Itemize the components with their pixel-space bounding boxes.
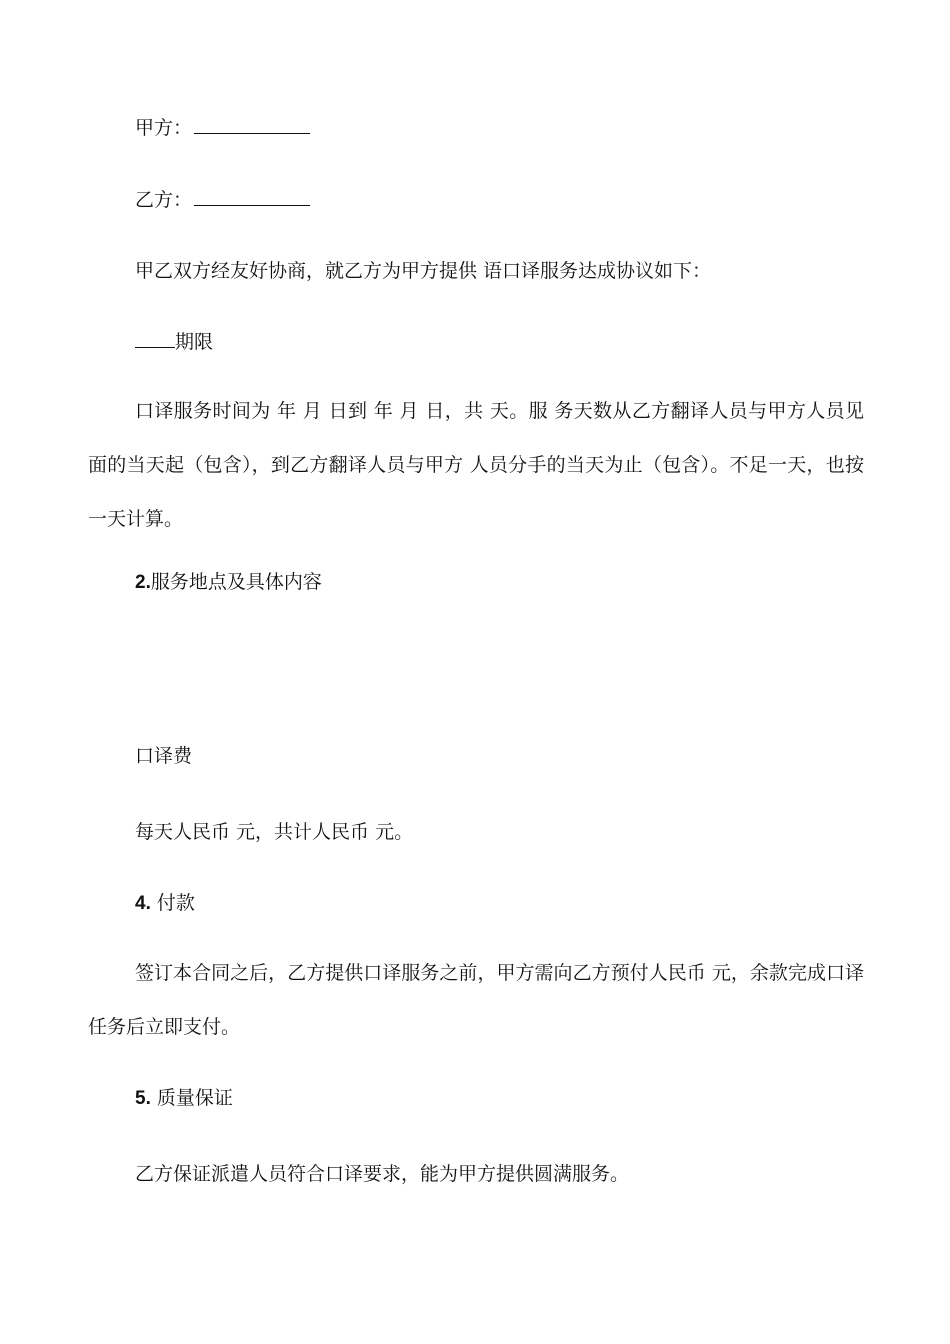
section1-heading-line: [135, 328, 213, 356]
section5-heading-line: [135, 1084, 233, 1113]
party-b-label: 乙方：: [135, 189, 193, 211]
party-b-blank: [194, 187, 310, 206]
section4-number: 4.: [135, 893, 151, 914]
party-b-line: [135, 186, 310, 214]
section2-heading: 服务地点及具体内容: [150, 571, 322, 593]
party-a-blank: [194, 115, 310, 134]
section2-number: 2.: [135, 572, 151, 593]
section5-number: 5.: [135, 1088, 151, 1109]
section3-heading: 口译费: [135, 745, 193, 767]
section5-heading: 质量保证: [150, 1087, 233, 1109]
section1-heading: 期限: [175, 331, 214, 353]
payment-paragraph: 签订本合同之后，乙方提供口译服务之前，甲方需向乙方预付人民币 元，余款完成口译任务后立即支付。: [88, 962, 864, 1038]
section4-heading: 付款: [150, 892, 195, 914]
section2-heading-line: [135, 568, 322, 597]
section1-number-blank: [135, 329, 175, 348]
party-a-line: [135, 114, 310, 142]
party-a-label: 甲方：: [135, 117, 193, 139]
fee-text: 每天人民币 元，共计人民币 元。: [135, 821, 414, 843]
service-time-paragraph: 口译服务时间为 年 月 日到 年 月 日，共 天。服 务天数从乙方翻译人员与甲方人员见面的当天起（包含），到乙方翻译人员与甲方 人员分手的当天为止（包含）。不足一天，也按一天计算。: [88, 400, 864, 530]
quality-text: 乙方保证派遣人员符合口译要求，能为甲方提供圆满服务。: [135, 1163, 630, 1185]
intro-text: 甲乙双方经友好协商，就乙方为甲方提供 语口译服务达成协议如下：: [135, 260, 712, 282]
section4-heading-line: [135, 889, 195, 918]
